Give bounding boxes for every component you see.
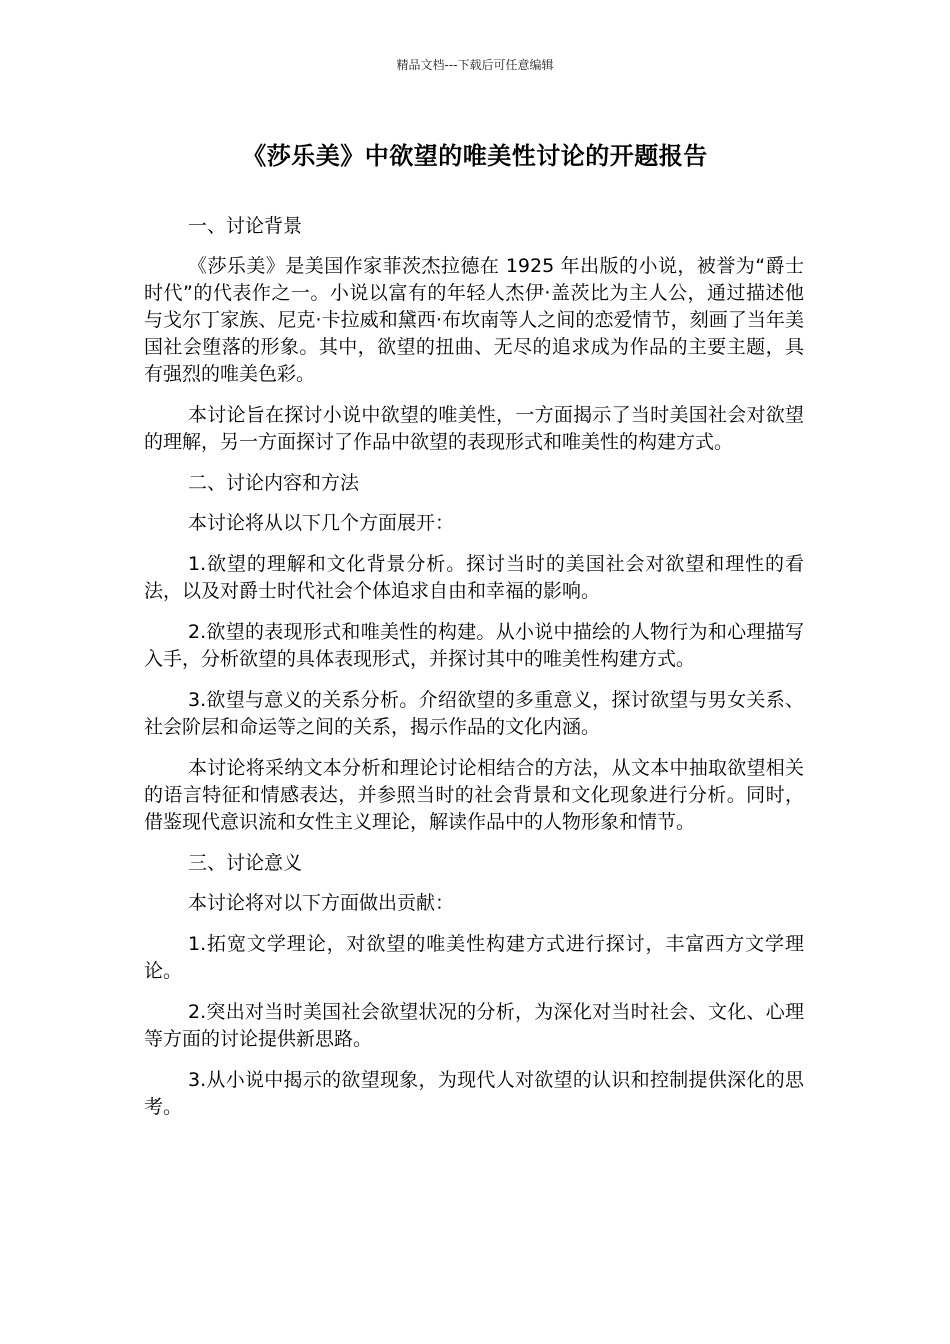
paragraph-content-intro: 本讨论将从以下几个方面展开： [188,512,455,534]
section-heading-background: 一、讨论背景 [188,215,303,237]
paragraph-background-1: 《莎乐美》是美国作家菲茨杰拉德在 1925 年出版的小说，被誉为“爵士时代”的代表作之一。小说以富有的年轻人杰伊·盖茨比为主人公，通过描述他与戈尔丁家族、尼克·卡拉威和黛西·布坎南等人之间的恋爱情节，刻画了当年美国社会堕落的形象。其中，欲望的扭曲、无尽的追求成为作品的主要主题，具有强烈的唯美色彩。 [144,255,804,385]
list-item-content-2: 2.欲望的表现形式和唯美性的构建。从小说中描绘的人物行为和心理描写入手，分析欲望的具体表现形式，并探讨其中的唯美性构建方式。 [144,621,804,670]
list-item-significance-2: 2.突出对当时美国社会欲望状况的分析，为深化对当时社会、文化、心理等方面的讨论提供新思路。 [144,1001,804,1050]
list-item-content-1: 1.欲望的理解和文化背景分析。探讨当时的美国社会对欲望和理性的看法，以及对爵士时代社会个体追求自由和幸福的影响。 [144,553,804,602]
document-title: 《莎乐美》中欲望的唯美性讨论的开题报告 [242,142,708,170]
paragraph-significance-intro: 本讨论将对以下方面做出贡献： [188,892,455,914]
paragraph-method: 本讨论将采纳文本分析和理论讨论相结合的方法，从文本中抽取欲望相关的语言特征和情感表达，并参照当时的社会背景和文化现象进行分析。同时，借鉴现代意识流和女性主义理论，解读作品中的人物形象和情节。 [144,757,804,833]
list-item-significance-3: 3.从小说中揭示的欲望现象，为现代人对欲望的认识和控制提供深化的思考。 [144,1069,804,1118]
section-heading-content-method: 二、讨论内容和方法 [188,472,360,494]
list-item-content-3: 3.欲望与意义的关系分析。介绍欲望的多重意义，探讨欲望与男女关系、社会阶层和命运等之间的关系，揭示作品的文化内涵。 [144,689,804,738]
paragraph-background-2: 本讨论旨在探讨小说中欲望的唯美性，一方面揭示了当时美国社会对欲望的理解，另一方面探讨了作品中欲望的表现形式和唯美性的构建方式。 [144,404,804,453]
document-body [144,213,804,1135]
list-item-significance-1: 1.拓宽文学理论，对欲望的唯美性构建方式进行探讨，丰富西方文学理论。 [144,933,804,982]
header-note: 精品文档---下载后可任意编辑 [396,58,554,72]
section-heading-significance: 三、讨论意义 [188,852,303,874]
